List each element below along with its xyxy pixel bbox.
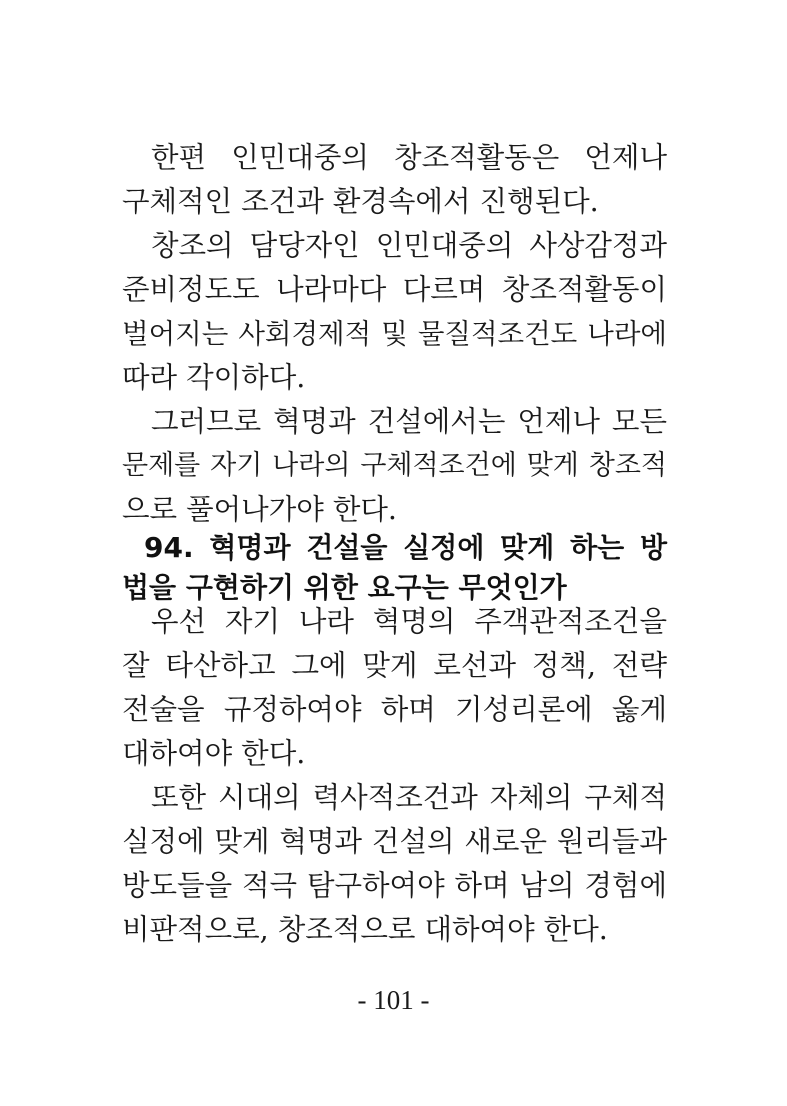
text-line: 전술을 규정하여야 하며 기성리론에 옳게 [122,693,667,726]
text-line: 창조의 담당자인 인민대중의 사상감정과 [151,229,667,262]
text-line: 따라 각이하다. [122,361,306,394]
bottom-text-block [122,600,667,952]
text-line: 실정에 맞게 혁명과 건설의 새로운 원리들과 [122,825,667,858]
section-heading [122,528,667,608]
top-text-block [122,136,667,532]
heading-line: 94. 혁명과 건설을 실정에 맞게 하는 방 [144,531,667,564]
page-number: - 101 - [357,985,430,1015]
text-line: 문제를 자기 나라의 구체적조건에 맞게 창조적 [122,450,667,481]
text-line: 비판적으로, 창조적으로 대하여야 한다. [122,913,608,946]
text-line: 준비정도도 나라마다 다르며 창조적활동이 [122,273,667,306]
heading-line: 법을 구현하기 위한 요구는 무엇인가 [122,571,567,604]
text-line: 한편 인민대중의 창조적활동은 언제나 [151,141,667,174]
text-line: 대하여야 한다. [122,737,306,770]
text-line: 벌어지는 사회경제적 및 물질적조건도 나라에 [122,318,667,350]
text-line: 그러므로 혁명과 건설에서는 언제나 모든 [151,405,667,438]
text-line: 으로 풀어나가야 한다. [122,493,397,526]
text-line: 또한 시대의 력사적조건과 자체의 구체적 [151,781,667,814]
text-line: 잘 타산하고 그에 맞게 로선과 정책, 전략 [122,649,667,682]
text-line: 구체적인 조건과 환경속에서 진행된다. [122,185,599,218]
text-line: 방도들을 적극 탐구하여야 하며 남의 경험에 [122,869,667,902]
text-line: 우선 자기 나라 혁명의 주객관적조건을 [151,605,667,638]
